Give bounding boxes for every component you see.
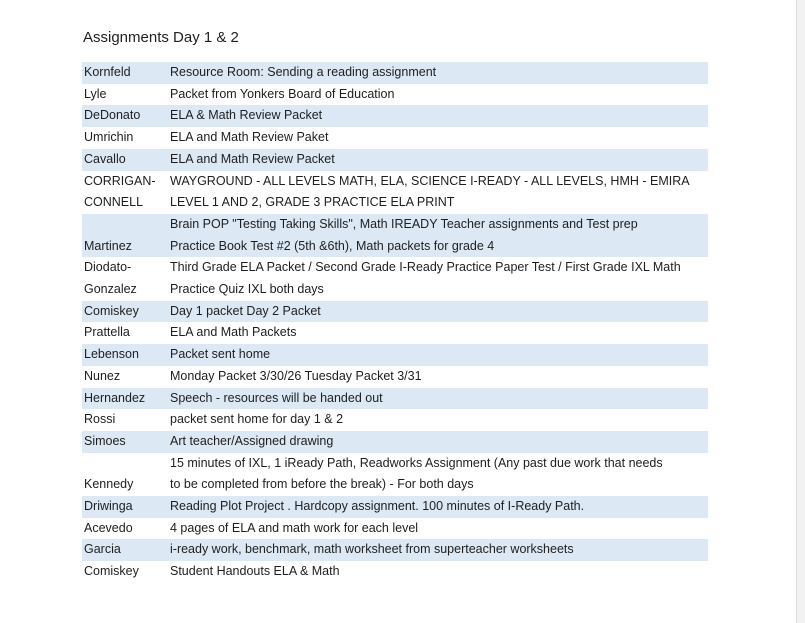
table-row (82, 127, 708, 149)
spacer (84, 453, 170, 475)
assignment-text: Day 1 packet Day 2 Packet (170, 303, 321, 318)
teacher-name: Diodato- (84, 260, 132, 275)
assignment-text: Packet sent home (170, 347, 271, 362)
assignment-cell (170, 561, 708, 583)
teacher-name: Acevedo (84, 520, 133, 535)
teacher-name: DeDonato (84, 108, 141, 123)
assignment-text: ELA & Math Review Packet (170, 108, 323, 123)
teacher-cell (82, 171, 170, 214)
assignment-cell (170, 171, 708, 214)
assignment-cell (170, 214, 708, 257)
assignment-text: ELA and Math Packets (170, 325, 297, 340)
assignment-cell (170, 149, 708, 171)
teacher-cell (82, 388, 170, 410)
assignment-text: WAYGROUND - ALL LEVELS MATH, ELA, SCIENCE I-READY - ALL LEVELS, HMH - EMIRA (170, 173, 690, 188)
assignment-cell (170, 518, 708, 540)
teacher-name: Umrichin (84, 130, 134, 145)
table-row (82, 301, 708, 323)
assignment-text: ELA and Math Review Paket (170, 130, 329, 145)
teacher-name: Kennedy (84, 477, 134, 492)
assignment-text: ELA and Math Review Packet (170, 151, 335, 166)
teacher-cell (82, 214, 170, 257)
table-row (82, 518, 708, 540)
teacher-name: CORRIGAN- (84, 173, 156, 188)
teacher-cell (82, 518, 170, 540)
teacher-cell (82, 301, 170, 323)
teacher-name: Comiskey (84, 303, 139, 318)
teacher-name: Lyle (84, 86, 107, 101)
assignment-cell (170, 257, 708, 300)
teacher-cell (82, 453, 170, 496)
table-row (82, 496, 708, 518)
teacher-cell (82, 344, 170, 366)
teacher-name: Garcia (84, 542, 121, 557)
teacher-name: Kornfeld (84, 65, 131, 79)
teacher-cell (82, 149, 170, 171)
assignment-cell (170, 431, 708, 453)
assignment-cell (170, 366, 708, 388)
teacher-cell (82, 322, 170, 344)
assignment-cell (170, 388, 708, 410)
assignment-cell (170, 344, 708, 366)
assignment-text: Packet from Yonkers Board of Education (170, 86, 395, 101)
table-row (82, 409, 708, 431)
assignment-text: to be completed from before the break) - For both days (170, 477, 474, 492)
assignment-text: Third Grade ELA Packet / Second Grade I-Ready Practice Paper Test / First Grade IXL Math (170, 260, 681, 275)
table-row (82, 149, 708, 171)
teacher-cell (82, 105, 170, 127)
teacher-name: Lebenson (84, 347, 139, 362)
teacher-name: Cavallo (84, 151, 126, 166)
teacher-cell (82, 127, 170, 149)
table-row (82, 322, 708, 344)
teacher-name: Comiskey (84, 564, 139, 579)
assignment-text: Practice Book Test #2 (5th &6th), Math packets for grade 4 (170, 238, 495, 253)
assignment-text: Speech - resources will be handed out (170, 390, 383, 405)
assignment-cell (170, 105, 708, 127)
assignment-cell (170, 301, 708, 323)
table-row (82, 62, 708, 84)
table-row (82, 539, 708, 561)
teacher-cell (82, 62, 170, 84)
table-row (82, 453, 708, 496)
assignment-cell (170, 539, 708, 561)
teacher-name: Driwinga (84, 499, 133, 514)
teacher-cell (82, 561, 170, 583)
teacher-cell (82, 366, 170, 388)
teacher-name: Gonzalez (84, 282, 137, 297)
assignment-cell (170, 453, 708, 496)
assignment-cell (170, 496, 708, 518)
teacher-cell (82, 431, 170, 453)
teacher-cell (82, 496, 170, 518)
assignment-text: Reading Plot Project . Hardcopy assignment. 100 minutes of I-Ready Path. (170, 499, 585, 514)
assignment-cell (170, 409, 708, 431)
table-row (82, 344, 708, 366)
teacher-name: CONNELL (84, 195, 144, 210)
table-row (82, 84, 708, 106)
assignment-text: Practice Quiz IXL both days (170, 282, 324, 297)
table-row (82, 366, 708, 388)
teacher-cell (82, 84, 170, 106)
table-row (82, 388, 708, 410)
table-row (82, 171, 708, 214)
teacher-cell (82, 539, 170, 561)
table-row (82, 561, 708, 583)
assignment-cell (170, 127, 708, 149)
teacher-name: Prattella (84, 325, 130, 340)
table-row (82, 105, 708, 127)
assignment-text: LEVEL 1 AND 2, GRADE 3 PRACTICE ELA PRINT (170, 195, 455, 210)
assignment-text: packet sent home for day 1 & 2 (170, 412, 344, 427)
assignment-text: Student Handouts ELA & Math (170, 564, 340, 579)
table-row (82, 257, 708, 300)
teacher-cell (82, 257, 170, 300)
assignment-text: Resource Room: Sending a reading assignment (170, 65, 437, 79)
assignment-text: 15 minutes of IXL, 1 iReady Path, Readworks Assignment (Any past due work that needs (170, 455, 663, 470)
page-title: Assignments Day 1 & 2 (83, 29, 239, 46)
teacher-name: Rossi (84, 412, 116, 427)
teacher-name: Simoes (84, 433, 126, 448)
table-row (82, 214, 708, 257)
assignment-text: Monday Packet 3/30/26 Tuesday Packet 3/31 (170, 368, 422, 383)
teacher-name: Martinez (84, 238, 132, 253)
spacer (84, 214, 170, 236)
teacher-name: Nunez (84, 368, 121, 383)
page-edge-scroll-gutter (796, 0, 805, 623)
assignments-table (82, 62, 708, 583)
table-row (82, 431, 708, 453)
assignment-cell (170, 322, 708, 344)
teacher-name: Hernandez (84, 390, 146, 405)
assignment-text: 4 pages of ELA and math work for each level (170, 520, 419, 535)
assignment-cell (170, 62, 708, 84)
assignment-text: Brain POP "Testing Taking Skills", Math IREADY Teacher assignments and Test prep (170, 216, 638, 231)
assignment-text: Art teacher/Assigned drawing (170, 433, 334, 448)
assignment-cell (170, 84, 708, 106)
teacher-cell (82, 409, 170, 431)
assignment-text: i-ready work, benchmark, math worksheet from superteacher worksheets (170, 542, 574, 557)
